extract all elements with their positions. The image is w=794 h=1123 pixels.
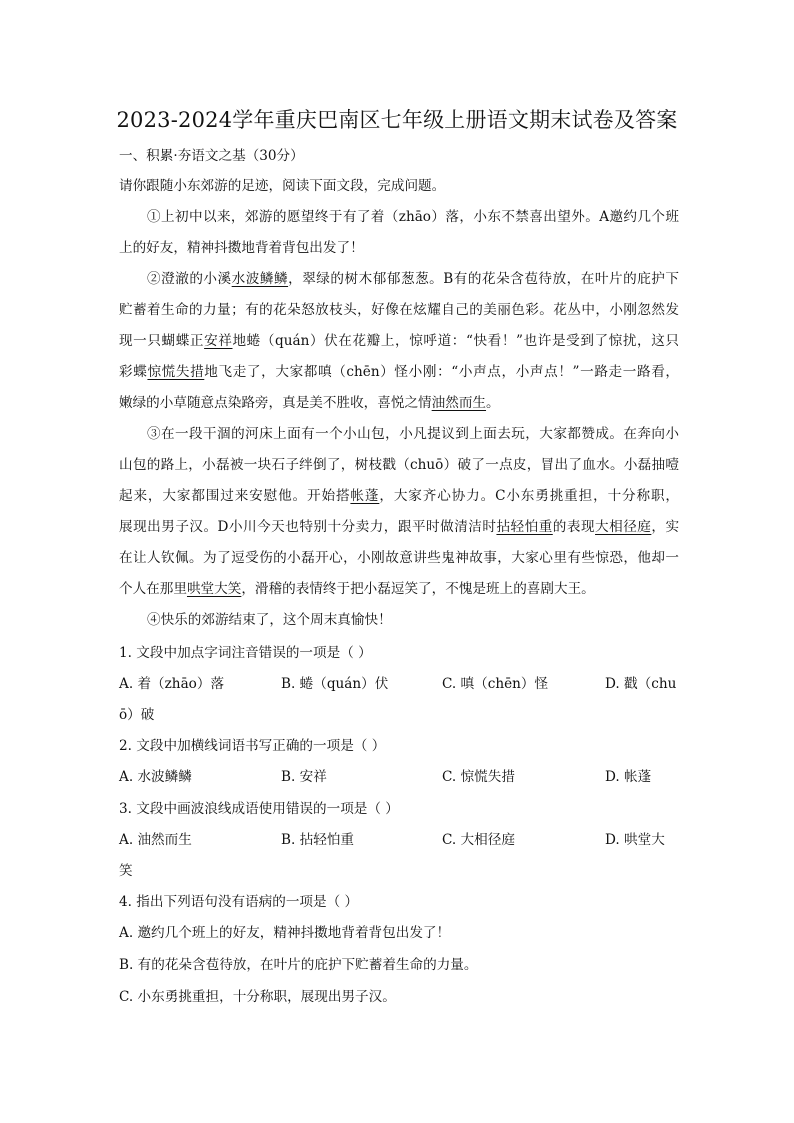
- para3-line-6: [119, 579, 679, 599]
- text-segment: 起来，大家都围过来安慰他。开始搭: [119, 488, 351, 504]
- question-4-stem: 4. 指出下列语句没有语病的一项是（ ）: [119, 894, 359, 910]
- question-2-options: [119, 767, 679, 787]
- text-segment: ，实: [651, 519, 680, 535]
- question-3-option-b[interactable]: B. 拈轻怕重: [281, 832, 355, 848]
- question-2-option-c[interactable]: C. 惊慌失措: [442, 769, 515, 785]
- question-2-option-a[interactable]: A. 水波鳞鳞: [119, 769, 192, 785]
- para3-line-3: [119, 486, 679, 506]
- para2-line-4: [119, 362, 679, 382]
- text-segment: 彩蝶: [119, 364, 148, 380]
- text-segment: 展现出男子汉。D小川今天也特别十分卖力，跟平时做清洁时: [119, 519, 497, 535]
- para3-line-2: 山包的路上，小磊被一块石子绊倒了，树枝戳（chuō）破了一点皮，冒出了血水。小磊抽噎: [119, 457, 679, 473]
- text-segment: 。: [486, 395, 500, 411]
- para3-line-4: [119, 517, 679, 537]
- question-2-option-b[interactable]: B. 安祥: [281, 769, 327, 785]
- para2-line-2: 贮蓄着生命的力量；有的花朵怒放枝头，好像在炫耀自己的美丽色彩。花丛中，小刚忽然发: [119, 302, 679, 318]
- instruction-text: 请你跟随小东郊游的足迹，阅读下面文段，完成问题。: [119, 178, 446, 194]
- question-1-options: [119, 674, 679, 694]
- text-segment: ②澄澈的小溪: [147, 271, 232, 287]
- question-2-option-d[interactable]: D. 帐蓬: [605, 769, 652, 785]
- wavy-underlined-idiom: 大相径庭: [595, 519, 652, 535]
- question-1-option-c[interactable]: C. 嗔（chēn）怪: [442, 676, 549, 692]
- question-3-option-d[interactable]: D. 哄堂大: [605, 832, 665, 848]
- question-4-option-a[interactable]: A. 邀约几个班上的好友，精神抖擞地背着背包出发了！: [119, 925, 451, 941]
- question-1-option-d-wrap: ō）破: [119, 707, 155, 723]
- text-segment: ，滑稽的表情终于把小磊逗笑了，不愧是班上的喜剧大王。: [241, 581, 595, 597]
- text-segment: 个人在那里: [119, 581, 187, 597]
- question-1-option-d[interactable]: D. 戳（chu: [605, 676, 677, 692]
- question-3-options: [119, 830, 679, 850]
- text-segment: 地蜷（quán）伏在花瓣上，惊呼道：“快看！”也许是受到了惊扰，这只: [232, 333, 680, 349]
- para2-line-5: [119, 393, 679, 413]
- question-3-stem: 3. 文段中画波浪线成语使用错误的一项是（ ）: [119, 801, 399, 817]
- underlined-term: 帐蓬: [350, 488, 380, 504]
- document-title: 2023-2024学年重庆巴南区七年级上册语文期末试卷及答案: [116, 108, 678, 132]
- question-4-option-c[interactable]: C. 小东勇挑重担，十分称职，展现出男子汉。: [119, 989, 396, 1005]
- wavy-underlined-idiom: 惊慌失措: [147, 364, 205, 380]
- para1-line-2: 上的好友，精神抖擞地背着背包出发了！: [119, 240, 364, 256]
- para2-line-1: [147, 269, 679, 289]
- question-1-stem: 1. 文段中加点字词注音错误的一项是（ ）: [119, 645, 372, 661]
- text-segment: 地飞走了，大家都嗔（chēn）怪小刚：“小声点，小声点！”一路走一路看，: [204, 364, 680, 380]
- para3-line-5: 在让人钦佩。为了逗受伤的小磊开心，小刚故意讲些鬼神故事，大家心里有些惊恐，他却一: [119, 550, 679, 566]
- question-3-option-c[interactable]: C. 大相径庭: [442, 832, 515, 848]
- text-segment: 嫩绿的小草随意点染路旁，真是美不胜收，喜悦之情: [119, 395, 432, 411]
- question-2-stem: 2. 文段中加横线词语书写正确的一项是（ ）: [119, 738, 386, 754]
- text-segment: ，大家齐心协力。C小东勇挑重担，十分称职，: [379, 488, 680, 504]
- wavy-underlined-idiom: 油然而生: [431, 395, 487, 411]
- wavy-underlined-idiom: 哄堂大笑: [186, 581, 242, 597]
- underlined-term: 安祥: [204, 333, 233, 349]
- text-segment: 的表现: [552, 519, 596, 535]
- question-4-option-b[interactable]: B. 有的花朵含苞待放，在叶片的庇护下贮蓄着生命的力量。: [119, 957, 478, 973]
- para1-line-1: ①上初中以来，郊游的愿望终于有了着（zhāo）落，小东不禁喜出望外。A邀约几个班: [147, 209, 679, 225]
- text-segment: ，翠绿的树木郁郁葱葱。B有的花朵含苞待放，在叶片的庇护下: [288, 271, 680, 287]
- question-3-option-d-wrap: 笑: [119, 863, 133, 879]
- underlined-term: 水波鳞鳞: [231, 271, 289, 287]
- para3-line-1: ③在一段干涸的河床上面有一个小山包，小凡提议到上面去玩，大家都赞成。在奔向小: [147, 426, 679, 442]
- section-heading: 一、积累·夯语文之基（30分）: [119, 148, 304, 164]
- wavy-underlined-idiom: 拈轻怕重: [496, 519, 553, 535]
- text-segment: 现一只蝴蝶正: [119, 333, 205, 349]
- para2-line-3: [119, 331, 679, 351]
- question-1-option-a[interactable]: A. 着（zhāo）落: [119, 676, 225, 692]
- para4-line: ④快乐的郊游结束了，这个周末真愉快！: [147, 612, 392, 628]
- question-1-option-b[interactable]: B. 蜷（quán）伏: [281, 676, 389, 692]
- question-3-option-a[interactable]: A. 油然而生: [119, 832, 192, 848]
